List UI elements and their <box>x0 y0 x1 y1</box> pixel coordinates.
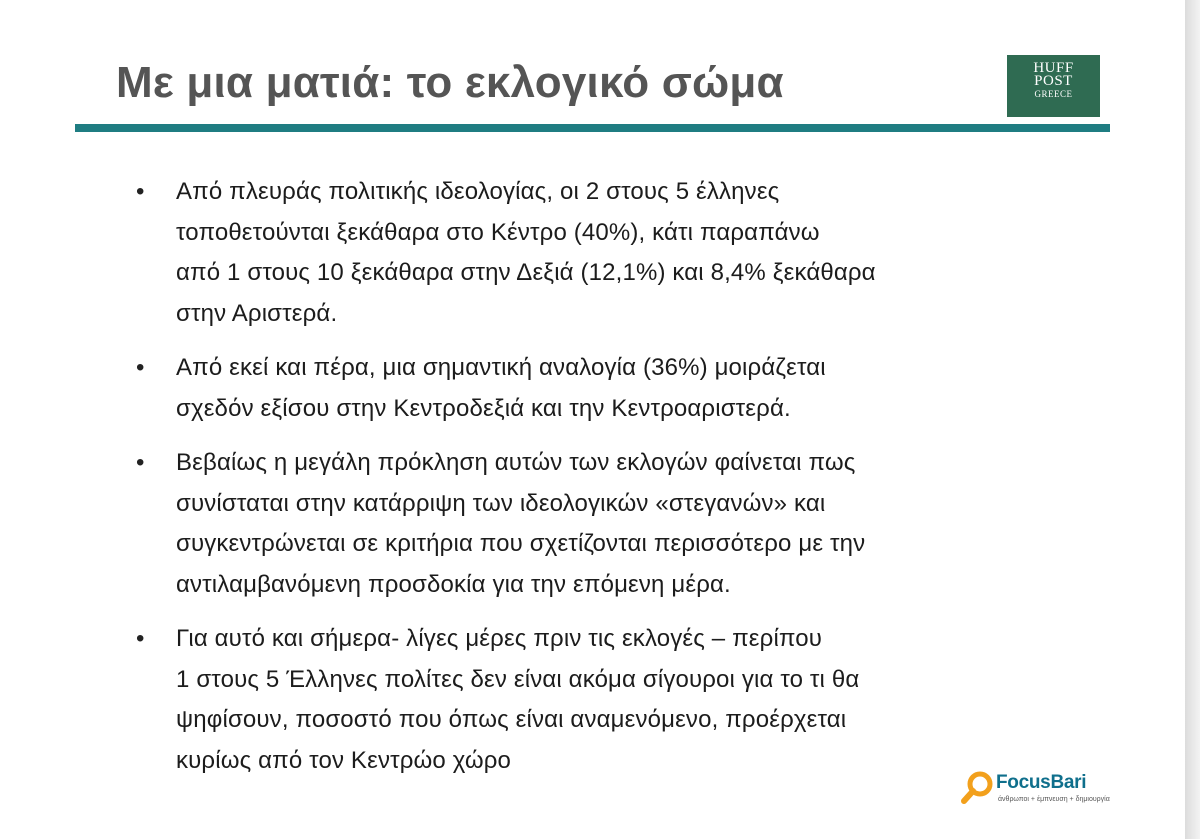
bullet-line: συγκεντρώνεται σε κριτήρια που σχετίζονται περισσότερο με την <box>176 530 866 557</box>
title-divider <box>75 124 1110 132</box>
bullet-dot-icon: • <box>136 625 145 652</box>
bullet-text <box>176 172 1185 334</box>
bullet-item-ideology <box>0 172 1185 334</box>
huffpost-logo-line3: GREECE <box>1034 89 1073 99</box>
bullet-text <box>176 348 1185 429</box>
bullet-dot-icon: • <box>136 449 145 476</box>
huffpost-logo-line1: HUFF <box>1033 60 1074 76</box>
bullet-line: ψηφίσουν, ποσοστό που όπως είναι αναμενόμενο, προέρχεται <box>176 706 847 733</box>
bullet-line: Από εκεί και πέρα, μια σημαντική αναλογία (36%) μοιράζεται <box>176 354 826 381</box>
bullet-text <box>176 619 1185 781</box>
bullet-line: αντιλαμβανόμενη προσδοκία για την επόμενη μέρα. <box>176 570 731 598</box>
huffpost-logo-line2: POST <box>1034 73 1073 89</box>
focusbari-tagline: άνθρωποι + έμπνευση + δημιουργία <box>998 796 1110 803</box>
bullet-line: κυρίως από τον Κεντρώο χώρο <box>176 746 512 774</box>
focusbari-logo <box>960 770 1110 810</box>
bullet-line: Βεβαίως η μεγάλη πρόκληση αυτών των εκλογών φαίνεται πως <box>176 449 856 476</box>
page-edge-shadow <box>1185 0 1200 839</box>
bullet-item-center-split <box>0 348 1185 429</box>
bullet-line: Από πλευράς πολιτικής ιδεολογίας, οι 2 στους 5 έλληνες <box>176 178 780 205</box>
bullet-item-undecided <box>0 619 1185 781</box>
bullet-line: σχεδόν εξίσου στην Κεντροδεξιά και την Κεντροαριστερά. <box>176 394 791 422</box>
bullet-line: τοποθετούνται ξεκάθαρα στο Κέντρο (40%), κάτι παραπάνω <box>176 218 820 246</box>
focusbari-name: FocusBari <box>996 772 1087 793</box>
bullet-list <box>0 172 1185 795</box>
bullet-line: 1 στους 5 Έλληνες πολίτες δεν είναι ακόμα σίγουροι για το τι θα <box>176 665 860 693</box>
bullet-dot-icon: • <box>136 354 145 381</box>
magnifier-icon <box>960 770 996 806</box>
bullet-line: συνίσταται στην κατάρριψη των ιδεολογικών «στεγανών» και <box>176 489 826 517</box>
huffpost-greece-logo <box>1007 55 1100 117</box>
bullet-text <box>176 443 1185 605</box>
bullet-line: από 1 στους 10 ξεκάθαρα στην Δεξιά (12,1%) και 8,4% ξεκάθαρα <box>176 259 876 286</box>
bullet-dot-icon: • <box>136 178 145 205</box>
slide-title: Με μια ματιά: το εκλογικό σώμα <box>116 58 784 107</box>
bullet-line: στην Αριστερά. <box>176 299 338 327</box>
bullet-item-challenge <box>0 443 1185 605</box>
bullet-line: Για αυτό και σήμερα- λίγες μέρες πριν τις εκλογές – περίπου <box>176 625 823 652</box>
